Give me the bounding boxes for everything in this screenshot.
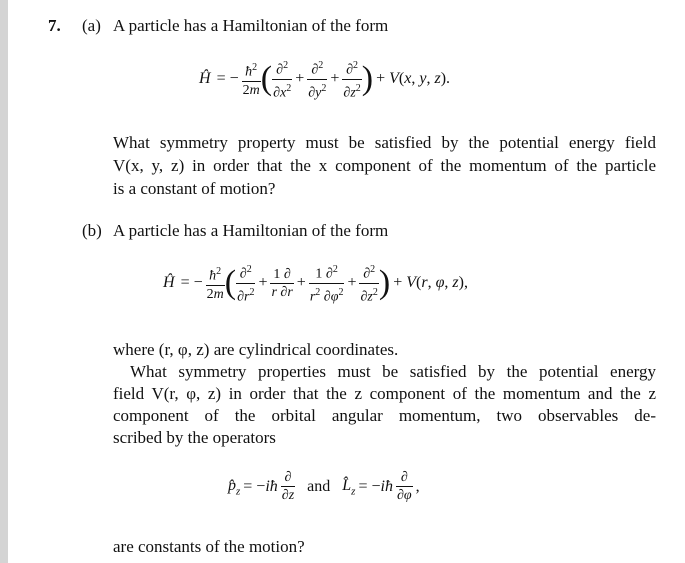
part-b-intro: A particle has a Hamiltonian of the form — [113, 221, 389, 240]
part-a-question-line-1: What symmetry property must be satisfied by the potential energy field — [113, 133, 656, 152]
part-b-question-line-3: component of the orbital angular momentum, two observables de- — [113, 406, 656, 425]
part-b-question-line-1: What symmetry properties must be satisfied by the potential energy — [130, 362, 656, 381]
part-b-question-line-2: field V(r, φ, z) in order that the z component of the momentum and the z — [113, 384, 656, 403]
part-a-intro: A particle has a Hamiltonian of the form — [113, 16, 389, 35]
part-a-label: (a) — [82, 16, 101, 35]
left-edge-bar — [0, 0, 8, 563]
part-b-closing: are constants of the motion? — [113, 537, 305, 556]
hamiltonian-a-equation: Ĥ = − $\frac{ħ^2}{2m}$ ( $\frac{\partial^2}{\partial x^2}$ + $\frac{\partial^2}{\partial y^2}$ + $\frac{\partial^2}{\partial z^2}$ ) + V(x, y, z). — [199, 60, 451, 101]
operators-joiner: and — [307, 477, 331, 495]
part-b-question-line-4: scribed by the operators — [113, 428, 276, 447]
problem-number: 7. — [48, 16, 61, 35]
part-a-question-line-3: is a constant of motion? — [113, 179, 276, 198]
part-b-label: (b) — [82, 221, 102, 240]
part-b-where-line: where (r, φ, z) are cylindrical coordinates. — [113, 340, 399, 359]
operators-equation: $p̂_z$ = −iħ $\frac{\partial}{\partial z}$ and $L̂_z$ = −iħ $\frac{\partial}{\partial\varphi}$ , — [228, 470, 420, 503]
part-a-question-line-2: V(x, y, z) in order that the x component of the momentum of the particle — [113, 156, 656, 175]
hamiltonian-b-equation: Ĥ = − $\frac{ħ^2}{2m}$ ( $\frac{\partial^2}{\partial r^2}$ + $\frac{1 \partial}{r \partial r}$ + $\frac{1 \partial^2}{r^2 \partial\varphi^2}$ + $\frac{\partial^2}{\partial z^2}$ ) + V(r, φ, z), — [163, 264, 468, 305]
